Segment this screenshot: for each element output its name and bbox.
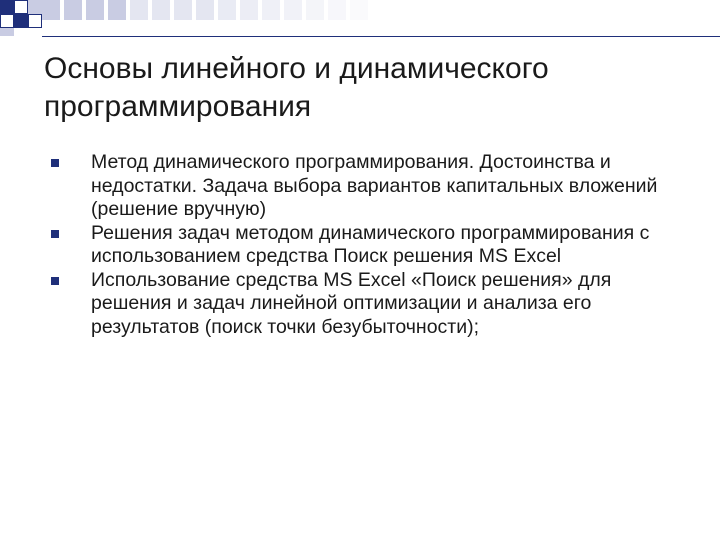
square-bullet-icon: [51, 230, 59, 238]
bullet-text: Решения задач методом динамического программирования с использованием средства Поиск решения MS Excel: [91, 221, 650, 267]
strip-square: [284, 0, 302, 20]
strip-square: [306, 0, 324, 20]
decor-square: [0, 28, 14, 36]
strip-square: [152, 0, 170, 20]
slide-title: Основы линейного и динамического программирования: [44, 52, 549, 123]
decor-square: [14, 0, 28, 14]
strip-square: [86, 0, 104, 20]
strip-square: [196, 0, 214, 20]
decor-square: [28, 14, 42, 28]
strip-square: [108, 0, 126, 20]
decor-square: [28, 0, 42, 14]
header-rule: [42, 36, 720, 37]
strip-square: [130, 0, 148, 20]
square-bullet-icon: [51, 159, 59, 167]
strip-square: [328, 0, 346, 20]
strip-square: [42, 0, 60, 20]
strip-square: [262, 0, 280, 20]
decor-square: [0, 0, 14, 14]
strip-square: [174, 0, 192, 20]
strip-square: [64, 0, 82, 20]
bullet-list: [44, 151, 694, 339]
decor-square: [0, 14, 14, 28]
list-item: [44, 222, 694, 269]
bullet-text: Использование средства MS Excel «Поиск решения» для решения и задач линейной оптимизации и анализа его результатов (поиск точки безубыточности);: [91, 268, 612, 338]
list-item: [44, 269, 694, 340]
decor-square: [14, 14, 28, 28]
strip-square: [218, 0, 236, 20]
bullet-text: Метод динамического программирования. Достоинства и недостатки. Задача выбора вариантов капитальных вложений (решение вручную): [91, 151, 658, 220]
strip-square: [240, 0, 258, 20]
square-bullet-icon: [51, 277, 59, 285]
strip-square: [350, 0, 368, 20]
list-item: [44, 151, 694, 222]
header-square-strip: [42, 0, 720, 22]
